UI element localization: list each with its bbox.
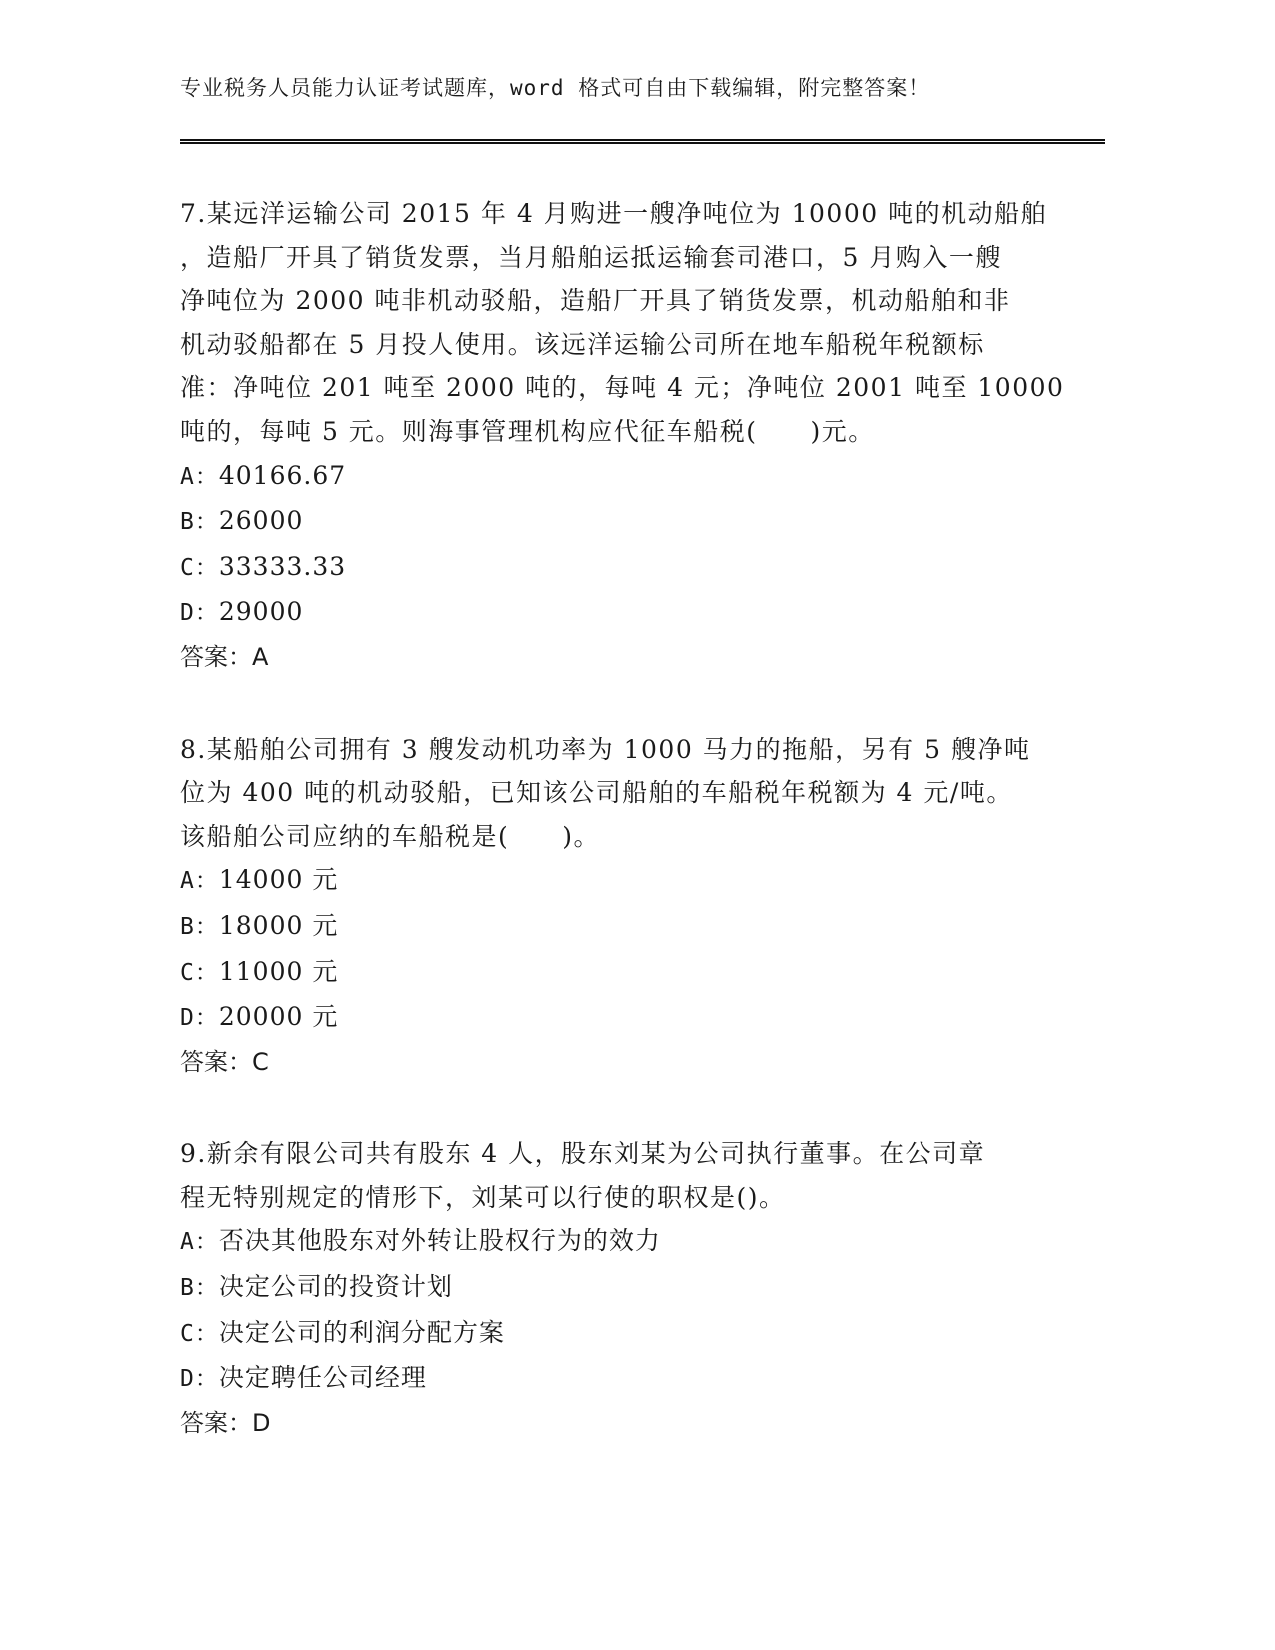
stem-line: 9.新余有限公司共有股东 4 人，股东刘某为公司执行董事。在公司章 [180,1139,986,1169]
option-text: 20000 元 [218,1002,339,1032]
option-key: B： [180,509,219,536]
option-c [180,545,1060,591]
answer-line: 答案：C [180,1047,269,1076]
option-key: A： [180,1229,219,1256]
option-text: 11000 元 [218,956,339,986]
option-d [180,995,1060,1041]
option-a [180,454,1060,500]
question-list [180,192,1065,1493]
question-stem [180,192,1065,454]
stem-line: 7.某远洋运输公司 2015 年 4 月购进一艘净吨位为 10000 吨的机动船舶 [180,199,1048,228]
option-key: D： [180,600,219,627]
option-key: B： [180,913,219,940]
option-b [180,499,1060,545]
option-text: 33333.33 [218,551,347,581]
option-text: 14000 元 [218,865,339,895]
option-d [180,1356,1060,1402]
option-key: A： [180,868,219,895]
option-a [180,1219,1060,1265]
page-header: 专业税务人员能力认证考试题库，word 格式可自由下载编辑，附完整答案！ [180,76,931,100]
stem-line: ，造船厂开具了销货发票，当月船舶运抵运输套司港口，5 月购入一艘 [180,242,1002,272]
stem-line: 净吨位为 2000 吨非机动驳船，造船厂开具了销货发票，机动船舶和非 [180,286,1011,316]
option-d [180,590,1060,636]
stem-line: 程无特别规定的情形下，刘某可以行使的职权是()。 [180,1182,786,1212]
question-8 [180,728,1060,1085]
option-text: 决定公司的利润分配方案 [218,1317,505,1347]
option-text: 决定公司的投资计划 [218,1272,453,1302]
option-key: A： [180,463,219,490]
question-7 [180,192,1065,680]
stem-line: 位为 400 吨的机动驳船，已知该公司船舶的车船税年税额为 4 元/吨。 [180,778,1013,808]
option-text: 18000 元 [218,910,339,940]
question-stem [180,728,1060,859]
answer-line: 答案：D [180,1408,271,1437]
option-a [180,858,1060,904]
stem-line: 机动驳船都在 5 月投人使用。该远洋运输公司所在地车船税年税额标 [180,329,985,359]
option-key: C： [180,554,219,581]
option-text: 40166.67 [218,460,347,490]
option-c [180,1311,1060,1357]
option-key: C： [180,959,219,986]
stem-line: 准：净吨位 201 吨至 2000 吨的，每吨 4 元；净吨位 2001 吨至 10000 [180,373,1065,403]
answer-line: 答案：A [180,642,269,671]
option-text: 29000 [218,597,304,627]
option-b [180,904,1060,950]
option-key: D： [180,1366,219,1393]
question-9 [180,1132,1060,1445]
header-divider [180,139,1105,144]
stem-line: 吨的，每吨 5 元。则海事管理机构应代征车船税( )元。 [180,416,875,446]
stem-line: 该船舶公司应纳的车船税是( )。 [180,821,601,851]
option-text: 决定聘任公司经理 [218,1363,427,1393]
option-text: 否决其他股东对外转让股权行为的效力 [218,1226,661,1256]
stem-line: 8.某船舶公司拥有 3 艘发动机功率为 1000 马力的拖船，另有 5 艘净吨 [180,734,1031,764]
option-b [180,1265,1060,1311]
option-key: D： [180,1005,219,1032]
option-key: B： [180,1275,219,1302]
option-c [180,950,1060,996]
option-text: 26000 [218,506,304,536]
option-key: C： [180,1320,219,1347]
question-stem [180,1132,1060,1219]
